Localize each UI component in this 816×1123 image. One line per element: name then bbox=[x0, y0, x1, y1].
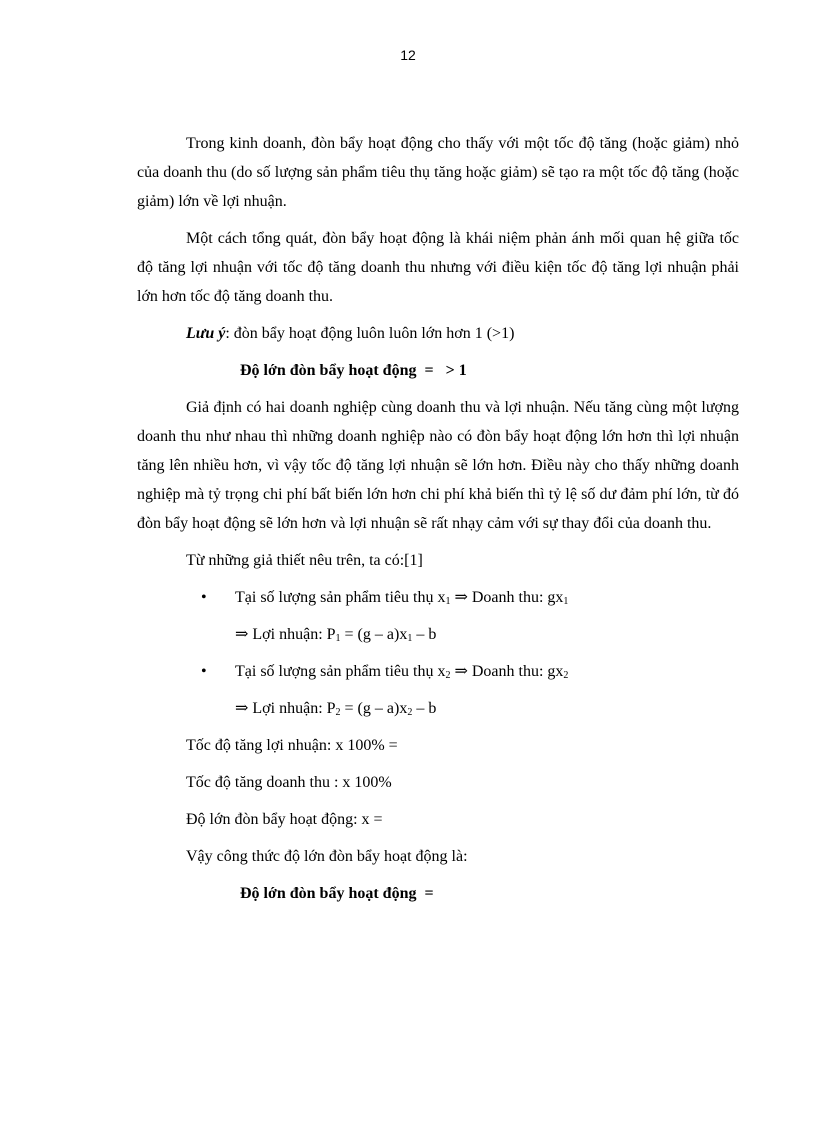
page-number: 12 bbox=[400, 47, 416, 63]
bullet-item-2 bbox=[137, 657, 739, 686]
bullet-1-profit-tail: – b bbox=[412, 626, 437, 643]
bullet-2-profit-sub: 2 bbox=[335, 707, 341, 718]
bullet-2-sub: 2 bbox=[445, 670, 451, 681]
implies-icon: ⇒ bbox=[454, 663, 468, 680]
bullet-icon: • bbox=[201, 663, 207, 680]
bullet-1-profit-sub: 1 bbox=[335, 633, 341, 644]
formula-1 bbox=[137, 356, 739, 385]
bullet-2-profit-x-sub: 2 bbox=[407, 707, 413, 718]
formula-2-eq: = bbox=[424, 885, 434, 902]
paragraph-3: Giả định có hai doanh nghiệp cùng doanh thu và lợi nhuận. Nếu tăng cùng một lượng doanh thu như nhau thì những doanh nghiệp nào có đòn bẩy hoạt động lớn hơn thì lợi nhuận tăng lên nhiều hơn, vì vậy tốc độ tăng lợi nhuận sẽ lớn hơn. Điều này cho thấy những doanh nghiệp mà tỷ trọng chi phí bất biến lớn hơn chi phí khả biến thì tỷ lệ số dư đảm phí lớn, từ đó đòn bẩy hoạt động sẽ lớn hơn và lợi nhuận sẽ rất nhạy cảm với sự thay đổi của doanh thu. bbox=[137, 399, 739, 532]
formula-1-result: > 1 bbox=[445, 362, 467, 379]
bullet-2-profit-label: Lợi nhuận: P bbox=[252, 700, 336, 717]
bullet-2-profit bbox=[137, 694, 739, 723]
bullet-1-revenue: Doanh thu: gx bbox=[471, 589, 564, 606]
bullet-icon: • bbox=[201, 589, 207, 606]
bullet-1-revenue-sub: 1 bbox=[563, 596, 569, 607]
document-body bbox=[137, 129, 739, 908]
bullet-2-text: Tại số lượng sản phẩm tiêu thụ x bbox=[235, 663, 446, 680]
paragraph-1: Trong kinh doanh, đòn bẩy hoạt động cho thấy với một tốc độ tăng (hoặc giảm) nhỏ của doanh thu (do số lượng sản phẩm tiêu thụ tăng hoặc giảm) sẽ tạo ra một tốc độ tăng (hoặc giảm) lớn về lợi nhuận. bbox=[137, 135, 739, 210]
bullet-2-profit-expr: = (g – a)x bbox=[340, 700, 408, 717]
formula-2-label: Độ lớn đòn bẩy hoạt động bbox=[240, 885, 417, 902]
leverage-line: Độ lớn đòn bẩy hoạt động: x = bbox=[186, 811, 383, 828]
implies-icon: ⇒ bbox=[235, 626, 249, 643]
profit-growth-line: Tốc độ tăng lợi nhuận: x 100% = bbox=[186, 737, 398, 754]
revenue-growth-line: Tốc độ tăng doanh thu : x 100% bbox=[186, 774, 392, 791]
bullet-1-profit-label: Lợi nhuận: P bbox=[252, 626, 336, 643]
paragraph-2: Một cách tổng quát, đòn bẩy hoạt động là khái niệm phản ánh mối quan hệ giữa tốc độ tăng lợi nhuận với tốc độ tăng doanh thu nhưng với điều kiện tốc độ tăng lợi nhuận phải lớn hơn tốc độ tăng doanh thu. bbox=[137, 230, 739, 305]
bullet-1-profit-expr: = (g – a)x bbox=[340, 626, 408, 643]
bullet-1-text: Tại số lượng sản phẩm tiêu thụ x bbox=[235, 589, 446, 606]
note-text: : đòn bẩy hoạt động luôn luôn lớn hơn 1 (>1) bbox=[225, 325, 515, 342]
bullet-item-1 bbox=[137, 583, 739, 612]
bullet-1-sub: 1 bbox=[445, 596, 451, 607]
note-label: Lưu ý bbox=[186, 325, 226, 342]
bullet-2-revenue-sub: 2 bbox=[563, 670, 569, 681]
formula-1-eq: = bbox=[424, 362, 434, 379]
bullet-2-profit-tail: – b bbox=[412, 700, 437, 717]
implies-icon: ⇒ bbox=[235, 700, 249, 717]
bullet-1-profit-x-sub: 1 bbox=[407, 633, 413, 644]
bullet-1-profit bbox=[137, 620, 739, 649]
note-line bbox=[137, 319, 739, 348]
assumption-intro: Từ những giả thiết nêu trên, ta có:[1] bbox=[186, 552, 423, 569]
bullet-2-revenue: Doanh thu: gx bbox=[471, 663, 564, 680]
implies-icon: ⇒ bbox=[454, 589, 468, 606]
formula-2 bbox=[137, 879, 739, 908]
formula-1-label: Độ lớn đòn bẩy hoạt động bbox=[240, 362, 417, 379]
formula-intro-line: Vậy công thức độ lớn đòn bẩy hoạt động là: bbox=[186, 848, 468, 865]
